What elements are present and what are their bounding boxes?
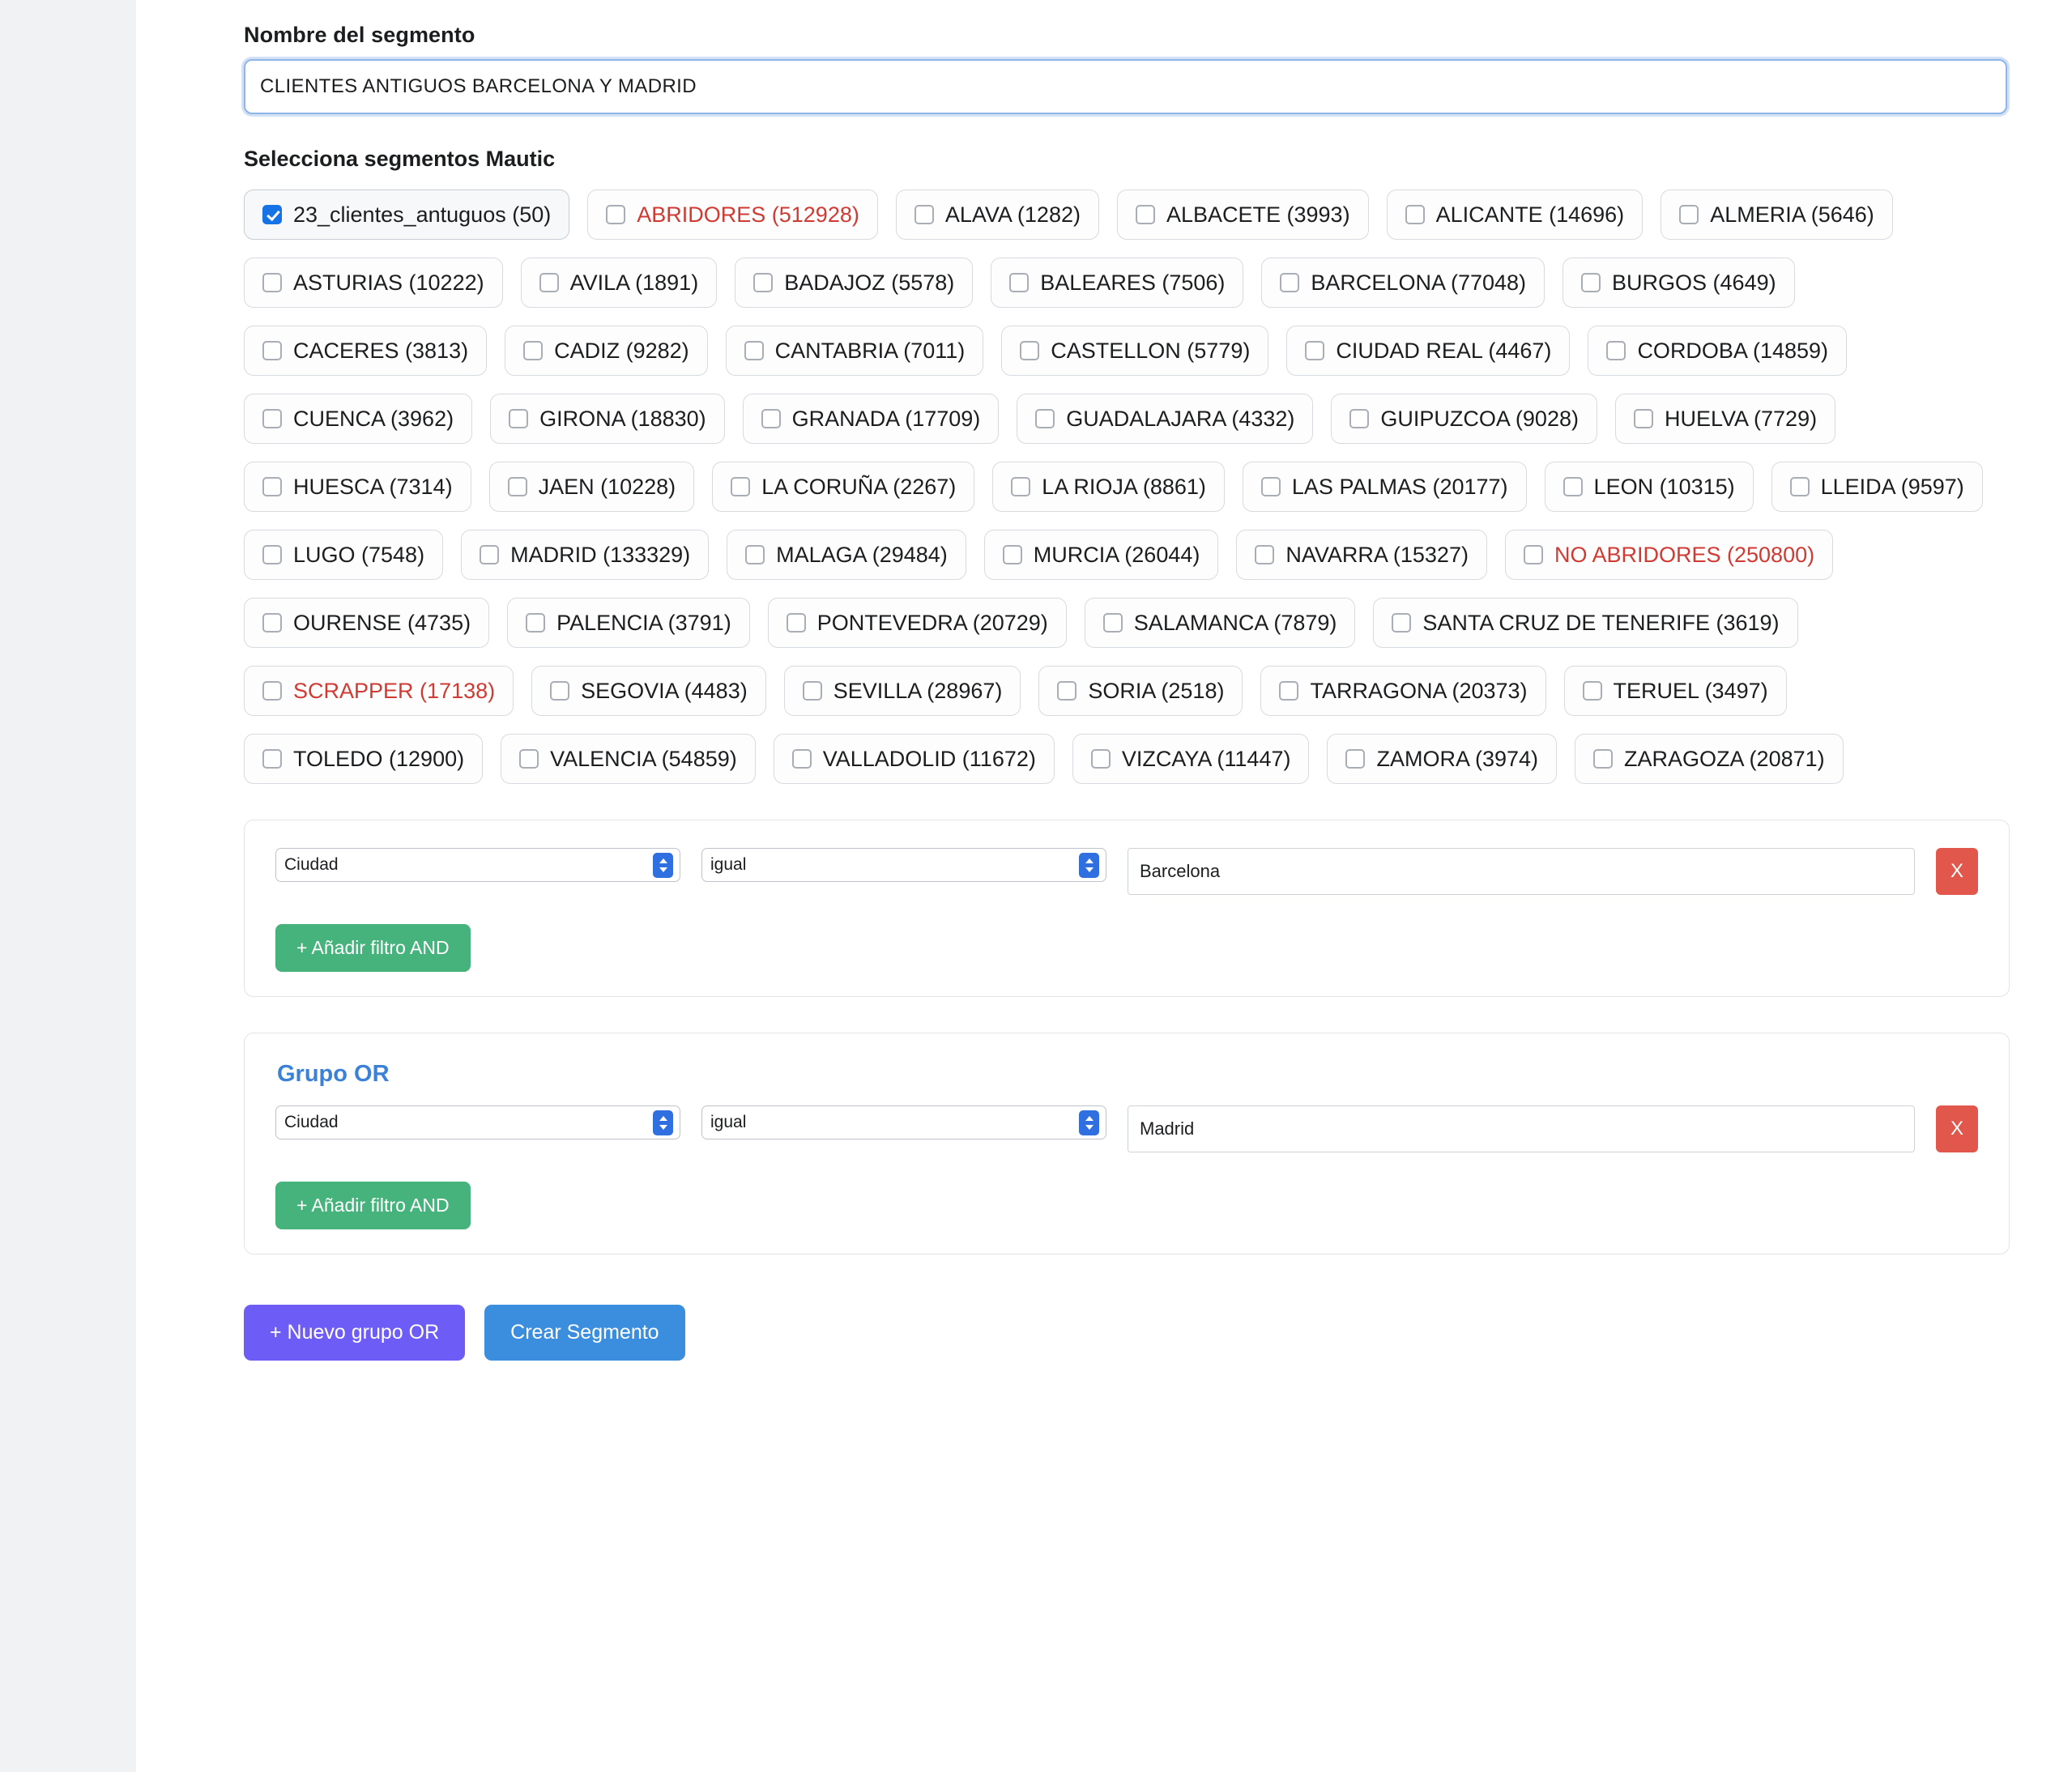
- segment-chip[interactable]: [991, 258, 1243, 308]
- segment-checkbox-icon[interactable]: [1136, 205, 1155, 224]
- filter-operator-select-value: igual: [710, 855, 747, 874]
- segment-checkbox-icon[interactable]: [1020, 341, 1039, 360]
- segment-builder-page: [136, 0, 2072, 1772]
- segment-chip[interactable]: [244, 462, 471, 512]
- segment-checkbox-icon[interactable]: [1593, 749, 1613, 769]
- segment-chip[interactable]: [743, 394, 1000, 444]
- segment-chip-label: CANTABRIA (7011): [774, 338, 966, 363]
- segment-chip-label: LLEIDA (9597): [1820, 474, 1964, 499]
- segment-checkbox-icon[interactable]: [550, 681, 569, 701]
- segment-chip[interactable]: [1260, 666, 1545, 716]
- filter-group-title: Grupo OR: [277, 1061, 390, 1087]
- segment-chip[interactable]: [244, 530, 443, 580]
- segment-chip[interactable]: [1017, 394, 1313, 444]
- segment-checkbox-icon[interactable]: [262, 545, 282, 564]
- segment-checkbox-icon[interactable]: [262, 341, 282, 360]
- new-or-group-button[interactable]: + Nuevo grupo OR: [244, 1305, 465, 1361]
- segment-checkbox-icon[interactable]: [262, 681, 282, 701]
- segment-name-input[interactable]: [244, 59, 2007, 114]
- segment-name-field-wrap: [244, 59, 2007, 114]
- segment-chip-label: MALAGA (29484): [776, 542, 948, 567]
- segment-chip-label: GIRONA (18830): [539, 406, 706, 431]
- segment-chip[interactable]: [1373, 598, 1797, 648]
- segment-checkbox-icon[interactable]: [262, 477, 282, 496]
- segment-chip[interactable]: [712, 462, 974, 512]
- segment-checkbox-icon[interactable]: [1280, 273, 1299, 292]
- segment-chip[interactable]: [1327, 734, 1557, 784]
- segment-chip-label: SEGOVIA (4483): [581, 678, 748, 703]
- segment-checkbox-icon[interactable]: [1305, 341, 1324, 360]
- segment-checkbox-icon[interactable]: [1009, 273, 1029, 292]
- segment-chip[interactable]: [587, 190, 878, 240]
- segment-chip-label: CIUDAD REAL (4467): [1336, 338, 1552, 363]
- segment-chip-label: ALICANTE (14696): [1435, 202, 1625, 227]
- segment-chip[interactable]: [490, 394, 725, 444]
- segment-chip-label: TOLEDO (12900): [293, 746, 465, 771]
- segment-checkbox-icon[interactable]: [1679, 205, 1699, 224]
- segment-checkbox-icon[interactable]: [914, 205, 934, 224]
- filter-group: [244, 820, 2010, 997]
- segment-chip-label: LEON (10315): [1593, 474, 1735, 499]
- segment-chip-label: SORIA (2518): [1088, 678, 1225, 703]
- filter-field-select[interactable]: [275, 1105, 680, 1139]
- filter-groups: [185, 820, 2023, 1254]
- segment-chip[interactable]: [1387, 190, 1644, 240]
- filter-value-input[interactable]: [1128, 848, 1915, 895]
- segment-chip[interactable]: [1771, 462, 1983, 512]
- segment-checkbox-icon[interactable]: [526, 613, 545, 633]
- segment-chip[interactable]: [735, 258, 973, 308]
- segment-chip[interactable]: [507, 598, 750, 648]
- segment-checkbox-icon[interactable]: [509, 409, 528, 428]
- segment-checkbox-icon[interactable]: [744, 341, 764, 360]
- segment-chip-label: TARRAGONA (20373): [1310, 678, 1528, 703]
- segment-chip-label: SCRAPPER (17138): [293, 678, 496, 703]
- segment-chip[interactable]: [1261, 258, 1545, 308]
- segment-checkbox-icon[interactable]: [523, 341, 543, 360]
- footer-actions: [244, 1305, 2023, 1361]
- segment-checkbox-icon[interactable]: [508, 477, 527, 496]
- segment-chip-label: ASTURIAS (10222): [293, 270, 484, 295]
- filter-row: [275, 1105, 1978, 1152]
- segment-checkbox-icon[interactable]: [519, 749, 539, 769]
- segment-chip-label: ZAMORA (3974): [1376, 746, 1539, 771]
- segment-chip-label: BADAJOZ (5578): [784, 270, 955, 295]
- segment-chip-label: SALAMANCA (7879): [1133, 610, 1337, 635]
- segment-checkbox-icon[interactable]: [480, 545, 499, 564]
- segment-chip[interactable]: [505, 326, 708, 376]
- segment-chip-label: ALMERIA (5646): [1710, 202, 1874, 227]
- segment-chip-label: MURCIA (26044): [1033, 542, 1200, 567]
- segment-name-label: Nombre del segmento: [244, 23, 475, 47]
- segment-chip[interactable]: [784, 666, 1021, 716]
- segment-checkbox-icon[interactable]: [1057, 681, 1077, 701]
- segment-checkbox-icon[interactable]: [262, 749, 282, 769]
- segment-checkbox-icon[interactable]: [1583, 681, 1602, 701]
- segment-chip[interactable]: [244, 258, 503, 308]
- segment-chip[interactable]: [1564, 666, 1787, 716]
- segment-chip[interactable]: [774, 734, 1055, 784]
- segment-checkbox-icon[interactable]: [787, 613, 806, 633]
- segment-checkbox-icon[interactable]: [262, 273, 282, 292]
- segment-chip[interactable]: [1661, 190, 1893, 240]
- segment-checkbox-icon[interactable]: [606, 205, 625, 224]
- segment-checkbox-icon[interactable]: [1035, 409, 1055, 428]
- segment-chip-label: NO ABRIDORES (250800): [1554, 542, 1815, 567]
- segment-chip[interactable]: [244, 598, 489, 648]
- segment-checkbox-icon[interactable]: [1581, 273, 1601, 292]
- segment-chip-label: CACERES (3813): [293, 338, 469, 363]
- segment-chip[interactable]: [244, 666, 514, 716]
- segment-chip-label: PALENCIA (3791): [556, 610, 731, 635]
- segment-chip-label: TERUEL (3497): [1613, 678, 1768, 703]
- filter-operator-select-value: igual: [710, 1113, 747, 1131]
- segment-chip-label: SANTA CRUZ DE TENERIFE (3619): [1422, 610, 1780, 635]
- filter-field-select[interactable]: [275, 848, 680, 882]
- segment-chip-label: BARCELONA (77048): [1311, 270, 1527, 295]
- segment-chip[interactable]: [461, 530, 709, 580]
- segment-chip-label: CUENCA (3962): [293, 406, 454, 431]
- segment-chip[interactable]: [244, 394, 472, 444]
- segment-checkbox-icon[interactable]: [792, 749, 812, 769]
- segment-chip-label: MADRID (133329): [510, 542, 691, 567]
- segment-checkbox-icon[interactable]: [1524, 545, 1543, 564]
- segment-chip-label: AVILA (1891): [569, 270, 699, 295]
- segment-checkbox-icon[interactable]: [1103, 613, 1123, 633]
- segment-chip-label: ALAVA (1282): [944, 202, 1081, 227]
- segment-checkbox-icon[interactable]: [1091, 749, 1111, 769]
- segment-checkbox-icon[interactable]: [1606, 341, 1626, 360]
- segment-chip-label: 23_clientes_antuguos (50): [293, 202, 552, 227]
- segment-chip-label: HUELVA (7729): [1664, 406, 1818, 431]
- segment-chip-label: VALLADOLID (11672): [822, 746, 1036, 771]
- segment-chip[interactable]: [1072, 734, 1310, 784]
- segment-chip-label: BALEARES (7506): [1040, 270, 1226, 295]
- segment-checkbox-icon[interactable]: [1279, 681, 1298, 701]
- segment-chip[interactable]: [1286, 326, 1570, 376]
- segment-checkbox-icon[interactable]: [1790, 477, 1810, 496]
- segment-chip[interactable]: [896, 190, 1099, 240]
- segment-checkbox-icon[interactable]: [539, 273, 559, 292]
- segment-chip[interactable]: [1236, 530, 1487, 580]
- segment-chip-label: VALENCIA (54859): [550, 746, 737, 771]
- chevron-updown-icon[interactable]: [1079, 1110, 1099, 1135]
- segment-chip[interactable]: [768, 598, 1067, 648]
- segment-checkbox-icon[interactable]: [745, 545, 765, 564]
- filter-operator-select[interactable]: [701, 1105, 1106, 1139]
- add-and-filter-button[interactable]: + Añadir filtro AND: [275, 1182, 471, 1229]
- segment-chip-label: ZARAGOZA (20871): [1624, 746, 1825, 771]
- segment-chip[interactable]: [531, 666, 766, 716]
- segment-checkbox-icon[interactable]: [262, 613, 282, 633]
- segment-checkbox-icon[interactable]: [262, 205, 282, 224]
- segment-checkbox-icon[interactable]: [262, 409, 282, 428]
- segment-checkbox-icon[interactable]: [1349, 409, 1369, 428]
- segment-chip[interactable]: [1331, 394, 1597, 444]
- remove-filter-button[interactable]: X: [1936, 848, 1978, 895]
- segment-chip-label: GUADALAJARA (4332): [1066, 406, 1295, 431]
- segment-chip-label: JAEN (10228): [538, 474, 676, 499]
- segment-chip[interactable]: [1588, 326, 1847, 376]
- segment-chip[interactable]: [244, 190, 569, 240]
- segment-chip-label: HUESCA (7314): [293, 474, 453, 499]
- segment-chip-label: VIZCAYA (11447): [1121, 746, 1291, 771]
- segment-chip-label: GUIPUZCOA (9028): [1380, 406, 1579, 431]
- segment-chip-label: LAS PALMAS (20177): [1291, 474, 1508, 499]
- segment-chip[interactable]: [244, 734, 483, 784]
- segment-chip-label: SEVILLA (28967): [833, 678, 1003, 703]
- add-and-filter-button[interactable]: + Añadir filtro AND: [275, 924, 471, 972]
- segment-chip-label: GRANADA (17709): [791, 406, 981, 431]
- mautic-segment-chip-list: [244, 190, 2010, 784]
- segment-checkbox-icon[interactable]: [1003, 545, 1022, 564]
- segment-checkbox-icon[interactable]: [1255, 545, 1274, 564]
- segment-chip[interactable]: [1563, 258, 1795, 308]
- filter-row: [275, 848, 1978, 895]
- segment-checkbox-icon[interactable]: [1011, 477, 1030, 496]
- create-segment-button[interactable]: Crear Segmento: [484, 1305, 684, 1361]
- segment-chip[interactable]: [1575, 734, 1844, 784]
- segment-chip[interactable]: [726, 326, 984, 376]
- segment-chip[interactable]: [1615, 394, 1835, 444]
- segment-checkbox-icon[interactable]: [803, 681, 822, 701]
- segment-chip[interactable]: [244, 326, 487, 376]
- segment-chip-label: NAVARRA (15327): [1285, 542, 1469, 567]
- segment-chip-label: CADIZ (9282): [554, 338, 689, 363]
- segment-chip[interactable]: [1243, 462, 1527, 512]
- segment-chip[interactable]: [992, 462, 1225, 512]
- segment-checkbox-icon[interactable]: [1345, 749, 1365, 769]
- segment-checkbox-icon[interactable]: [1261, 477, 1281, 496]
- segment-chip-label: BURGOS (4649): [1612, 270, 1776, 295]
- segment-chip[interactable]: [1545, 462, 1754, 512]
- remove-filter-button[interactable]: X: [1936, 1105, 1978, 1152]
- segment-checkbox-icon[interactable]: [1634, 409, 1653, 428]
- chevron-updown-icon[interactable]: [1079, 853, 1099, 878]
- segment-chip-label: CORDOBA (14859): [1637, 338, 1829, 363]
- chevron-updown-icon[interactable]: [653, 1110, 673, 1135]
- segment-chip[interactable]: [1085, 598, 1356, 648]
- filter-operator-select[interactable]: [701, 848, 1106, 882]
- filter-field-select-value: Ciudad: [284, 1113, 339, 1131]
- segment-chip-label: LUGO (7548): [293, 542, 425, 567]
- segment-chip[interactable]: [1505, 530, 1833, 580]
- segment-chip[interactable]: [1117, 190, 1369, 240]
- segment-chip[interactable]: [1038, 666, 1243, 716]
- segment-chip[interactable]: [489, 462, 695, 512]
- segment-chip-label: OURENSE (4735): [293, 610, 471, 635]
- filter-field-select-value: Ciudad: [284, 855, 339, 874]
- segment-chip-label: ABRIDORES (512928): [637, 202, 859, 227]
- segment-chip-label: CASTELLON (5779): [1051, 338, 1251, 363]
- segment-chip-label: LA CORUÑA (2267): [761, 474, 957, 499]
- segment-chip[interactable]: [1001, 326, 1268, 376]
- segment-chip[interactable]: [521, 258, 718, 308]
- segment-chip[interactable]: [727, 530, 966, 580]
- segment-checkbox-icon[interactable]: [731, 477, 750, 496]
- segment-checkbox-icon[interactable]: [1563, 477, 1583, 496]
- segment-chip-label: ALBACETE (3993): [1166, 202, 1350, 227]
- chevron-updown-icon[interactable]: [653, 853, 673, 878]
- segment-checkbox-icon[interactable]: [1392, 613, 1411, 633]
- segment-checkbox-icon[interactable]: [753, 273, 773, 292]
- filter-group: [244, 1033, 2010, 1254]
- segment-checkbox-icon[interactable]: [761, 409, 781, 428]
- segment-chip-label: PONTEVEDRA (20729): [816, 610, 1048, 635]
- segments-section-title: Selecciona segmentos Mautic: [244, 147, 556, 171]
- segment-chip-label: LA RIOJA (8861): [1042, 474, 1206, 499]
- segment-chip[interactable]: [501, 734, 756, 784]
- segment-chip[interactable]: [984, 530, 1219, 580]
- segment-checkbox-icon[interactable]: [1405, 205, 1425, 224]
- filter-value-input[interactable]: [1128, 1105, 1915, 1152]
